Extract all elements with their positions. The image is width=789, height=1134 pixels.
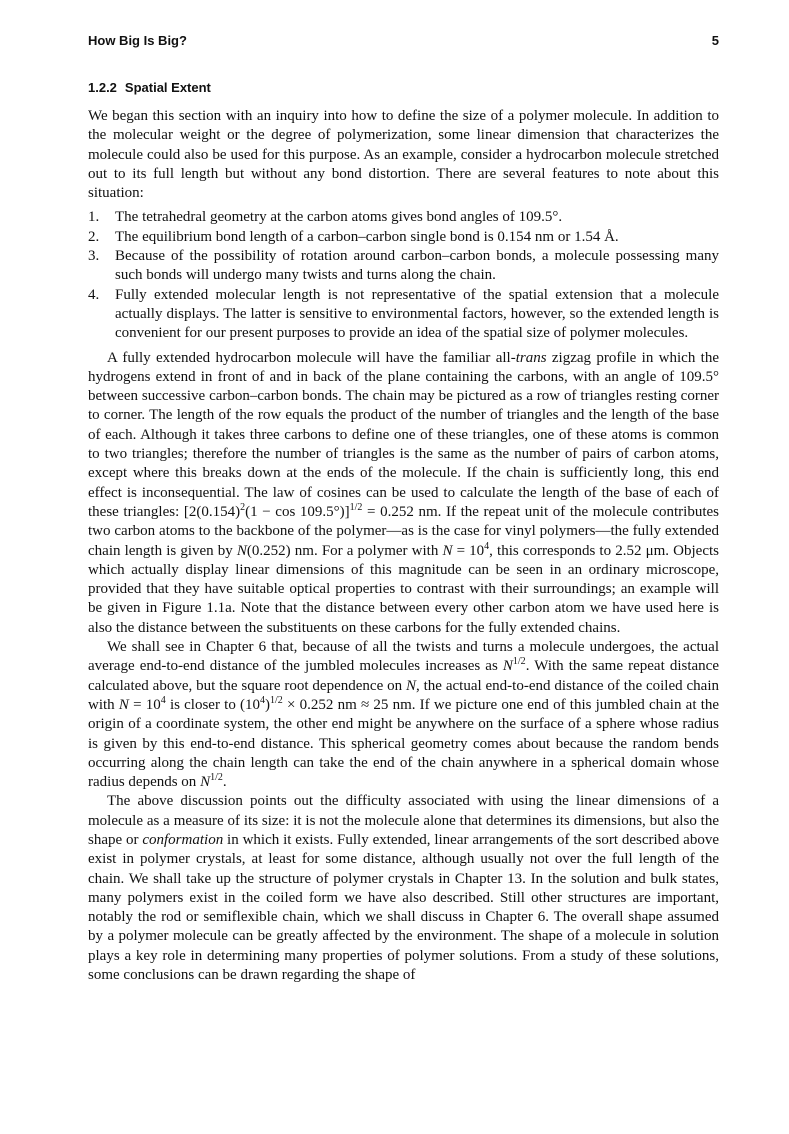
italic-term: conformation [142,831,224,848]
list-item-text: Because of the possibility of rotation around carbon–carbon bonds, a molecule possessing many such bonds will undergo many twists and turns along the chain. [115,248,719,284]
section-number: 1.2.2 [88,80,117,95]
text-run: We shall see in Chapter 6 that, because of all the twists and turns a molecule undergoes, the actual average end-to-end distance of the jumbled molecules increases as [88,639,719,675]
list-item [88,208,719,227]
superscript: 4 [260,694,266,706]
superscript: 4 [484,540,490,552]
text-run: zigzag profile in which the hydrogens extend in front of and in back of the plane containing the carbons, with an angle of 109.5° between successive carbon–carbon bonds. The chain may be pictured as a row of triangles resting corner to corner. The length of the row equals the product of the number of triangles and the length of the base of each. Although it takes three carbons to define one of these triangles, one of these atoms is common to two triangles; therefore the number of triangles is the same as the number of pairs of carbon atoms, except where this breaks down at the ends of the molecule. If the chain is sufficiently long, this end effect is inconsequential. The law of cosines can be used to calculate the length of the base of each of these triangles: [2(0.154) [88,349,719,520]
text-run: The above discussion points out the difficulty associated with using the linear dimensions of a molecule as a measure of its size: it is not the molecule alone that determines its dimensions, but also the shape or [88,793,719,848]
features-list [88,208,719,343]
text-run: = 10 [128,696,161,713]
text-run: in which it exists. Fully extended, linear arrangements of the sort described above exist in polymer crystals, at least for some distance, although usually not over the full length of the chain. We shall take up the structure of polymer crystals in Chapter 13. In the solution and bulk states, many polymers exist in the coiled form we have also described. Still other structures are important, notably the rod or semiflexible chain, which we shall discuss in Chapter 6. The overall shape assumed by a polymer molecule can be greatly affected by the environment. The shape of a molecule in solution plays a key role in determining many properties of polymer solutions. From a study of these solutions, some conclusions can be drawn regarding the shape of [88,831,719,984]
text-run: . With the same repeat distance calculated above, but the square root dependence on [88,658,719,694]
text-run: , the actual end-to-end distance of the coiled chain with [88,677,719,713]
superscript: 1/2 [210,772,223,784]
list-marker: 1. [88,209,100,226]
text-run: (1 − cos 109.5°)] [245,503,350,520]
text-run: is closer to (10 [165,696,261,713]
list-item-text: The equilibrium bond length of a carbon–carbon single bond is 0.154 nm or 1.54 Å. [115,228,619,245]
text-run: A fully extended hydrocarbon molecule will have the familiar all- [107,349,516,366]
list-item-text: Fully extended molecular length is not representative of the spatial extension that a molecule actually displays. The latter is sensitive to environmental factors, however, so the extended length is convenient for our present purposes to provide an idea of the spatial size of polymer molecules. [115,286,719,342]
intro-paragraph: We began this section with an inquiry into how to define the size of a polymer molecule. In addition to the molecular weight or the degree of polymerization, some linear dimension that characterizes the molecule could also be used for this purpose. As an example, consider a hydrocarbon molecule stretched out to its full length but without any bond distortion. There are several features to note about this situation: [88,108,719,202]
page-number: 5 [711,33,719,48]
list-item-text: The tetrahedral geometry at the carbon atoms gives bond angles of 109.5°. [115,209,563,226]
math-variable: N [442,542,453,559]
italic-term: trans [515,349,547,366]
paragraph-end-to-end [88,638,719,792]
text-run: , this corresponds to 2.52 μm. Objects which actually display linear dimensions of this magnitude can be seen in an ordinary microscope, provided that they have suitable optical properties to contrast with their surroundings; an example will be given in Figure 1.1a. Note that the distance between every other carbon atom we have used here is also the distance between the substituents on these carbons for the fully extended chains. [88,542,719,636]
section-title: Spatial Extent [124,80,211,95]
math-variable: N [236,542,247,559]
text-run: = 0.252 nm. If the repeat unit of the molecule contributes two carbon atoms to the backbone of the polymer—as is the case for vinyl polymers—the fully extended chain length is given by [88,503,720,559]
text-run: × 0.252 nm ≈ 25 nm. If we picture one end of this jumbled chain at the origin of a coordinate system, the other end might be anywhere on the surface of a sphere whose radius is given by this end-to-end distance. This spherical geometry comes about because the random bends occurring along the chain length can take the end of the chain anywhere in a spherical domain whose radius depends on [88,696,720,791]
text-run: (0.252) nm. For a polymer with [246,542,443,559]
running-head-title: How Big Is Big? [88,33,187,48]
list-marker: 4. [88,286,100,303]
running-head [88,33,719,51]
list-marker: 3. [88,248,100,265]
body-text [88,107,719,985]
text-run: = 10 [452,542,485,559]
list-item [88,228,719,247]
superscript: 1/2 [270,694,283,706]
superscript: 1/2 [349,501,363,513]
math-variable: N [118,696,129,713]
math-variable: N [502,658,513,675]
math-variable: N [200,774,211,791]
math-variable: N [405,677,416,694]
list-item [88,247,719,286]
paragraph-conformation [88,792,719,985]
list-item [88,286,719,344]
paragraph-fully-extended [88,349,719,638]
superscript: 4 [160,694,166,706]
superscript: 1/2 [512,656,526,668]
text-run: ) [265,696,271,713]
superscript: 2 [240,501,246,513]
section-heading [88,80,211,95]
text-run: . [222,774,227,791]
list-marker: 2. [88,228,100,245]
